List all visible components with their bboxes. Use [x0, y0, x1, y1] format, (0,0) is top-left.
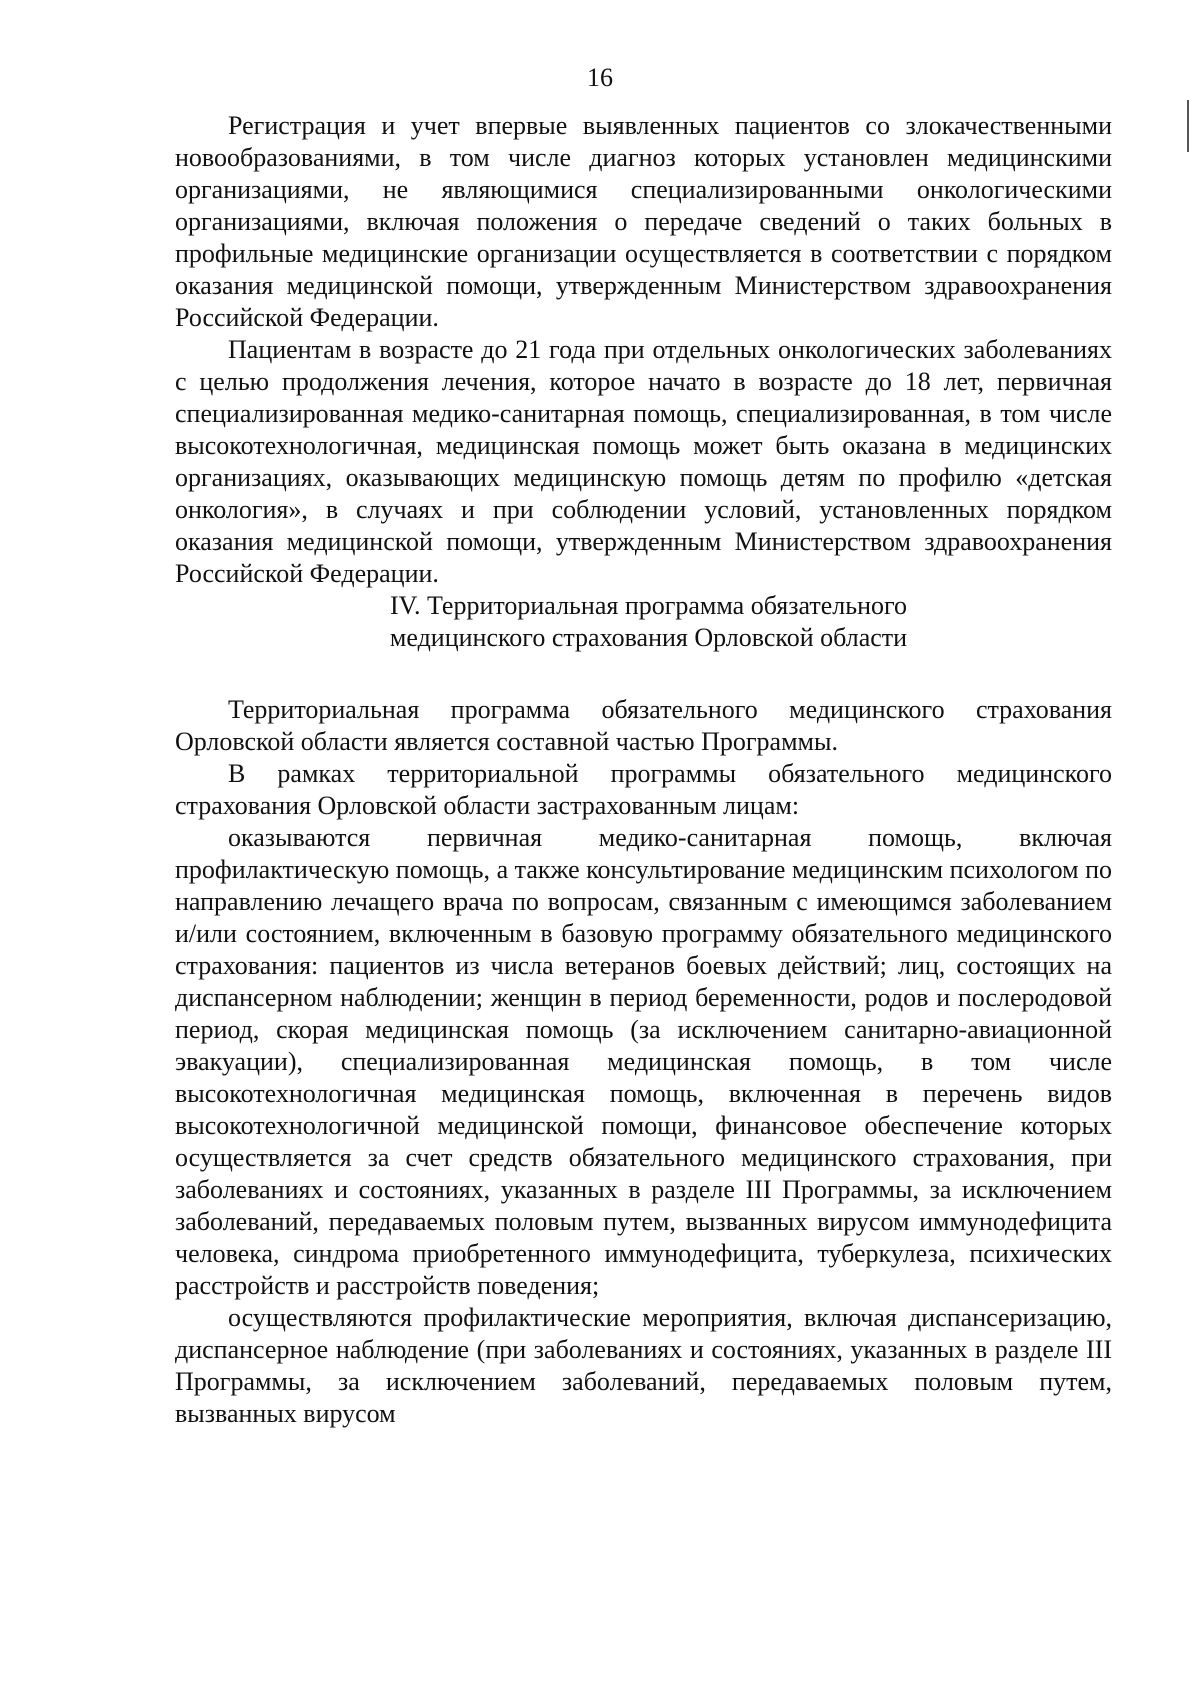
scan-margin-mark [1187, 100, 1189, 152]
paragraph-patients-under-21: Пациентам в возрасте до 21 года при отдельных онкологических заболеваниях с целью продолжения лечения, которое начато в возрасте до 18 лет, первичная специализированная медико-санитарная помощь, специализированная, в том числе высокотехнологичная, медицинская помощь может быть оказана в медицинских организациях, оказывающих медицинскую помощь детям по профилю «детская онкология», в случаях и при соблюдении условий, установленных порядком оказания медицинской помощи, утвержденным Министерством здравоохранения Российской Федерации. [175, 335, 1112, 588]
document-body [175, 110, 1112, 1430]
paragraph-program-part: Территориальная программа обязательного медицинского страхования Орловской области является составной частью Программы. [175, 695, 1112, 756]
section-heading-line-2: медицинского страхования Орловской области [389, 623, 908, 652]
page-number: 16 [587, 63, 613, 92]
section-heading-line-1: IV. Территориальная программа обязательного [389, 591, 908, 620]
section-heading [175, 590, 1112, 654]
paragraph-insured-persons: В рамках территориальной программы обязательного медицинского страхования Орловской области застрахованным лицам: [175, 759, 1112, 820]
paragraph-preventive-measures: осуществляются профилактические мероприятия, включая диспансеризацию, диспансерное наблюдение (при заболеваниях и состояниях, указанных в разделе III Программы, за исключением заболеваний, передаваемых половым путем, вызванных вирусом [175, 1303, 1112, 1428]
paragraph-care-provided: оказываются первичная медико-санитарная помощь, включая профилактическую помощь, а также консультирование медицинским психологом по направлению лечащего врача по вопросам, связанным с имеющимся заболеванием и/или состоянием, включенным в базовую программу обязательного медицинского страхования: пациентов из числа ветеранов боевых действий; лиц, состоящих на диспансерном наблюдении; женщин в период беременности, родов и послеродовой период, скорая медицинская помощь (за исключением санитарно-авиационной эвакуации), специализированная медицинская помощь, в том числе высокотехнологичная медицинская помощь, включенная в перечень видов высокотехнологичной медицинской помощи, финансовое обеспечение которых осуществляется за счет средств обязательного медицинского страхования, при заболеваниях и состояниях, указанных в разделе III Программы, за исключением заболеваний, передаваемых половым путем, вызванных вирусом иммунодефицита человека, синдрома приобретенного иммунодефицита, туберкулеза, психических расстройств и расстройств поведения; [175, 823, 1112, 1300]
paragraph-registration: Регистрация и учет впервые выявленных пациентов со злокачественными новообразованиями, в том числе диагноз которых установлен медицинскими организациями, не являющимися специализированными онкологическими организациями, включая положения о передаче сведений о таких больных в профильные медицинские организации осуществляется в соответствии с порядком оказания медицинской помощи, утвержденным Министерством здравоохранения Российской Федерации. [175, 111, 1112, 332]
